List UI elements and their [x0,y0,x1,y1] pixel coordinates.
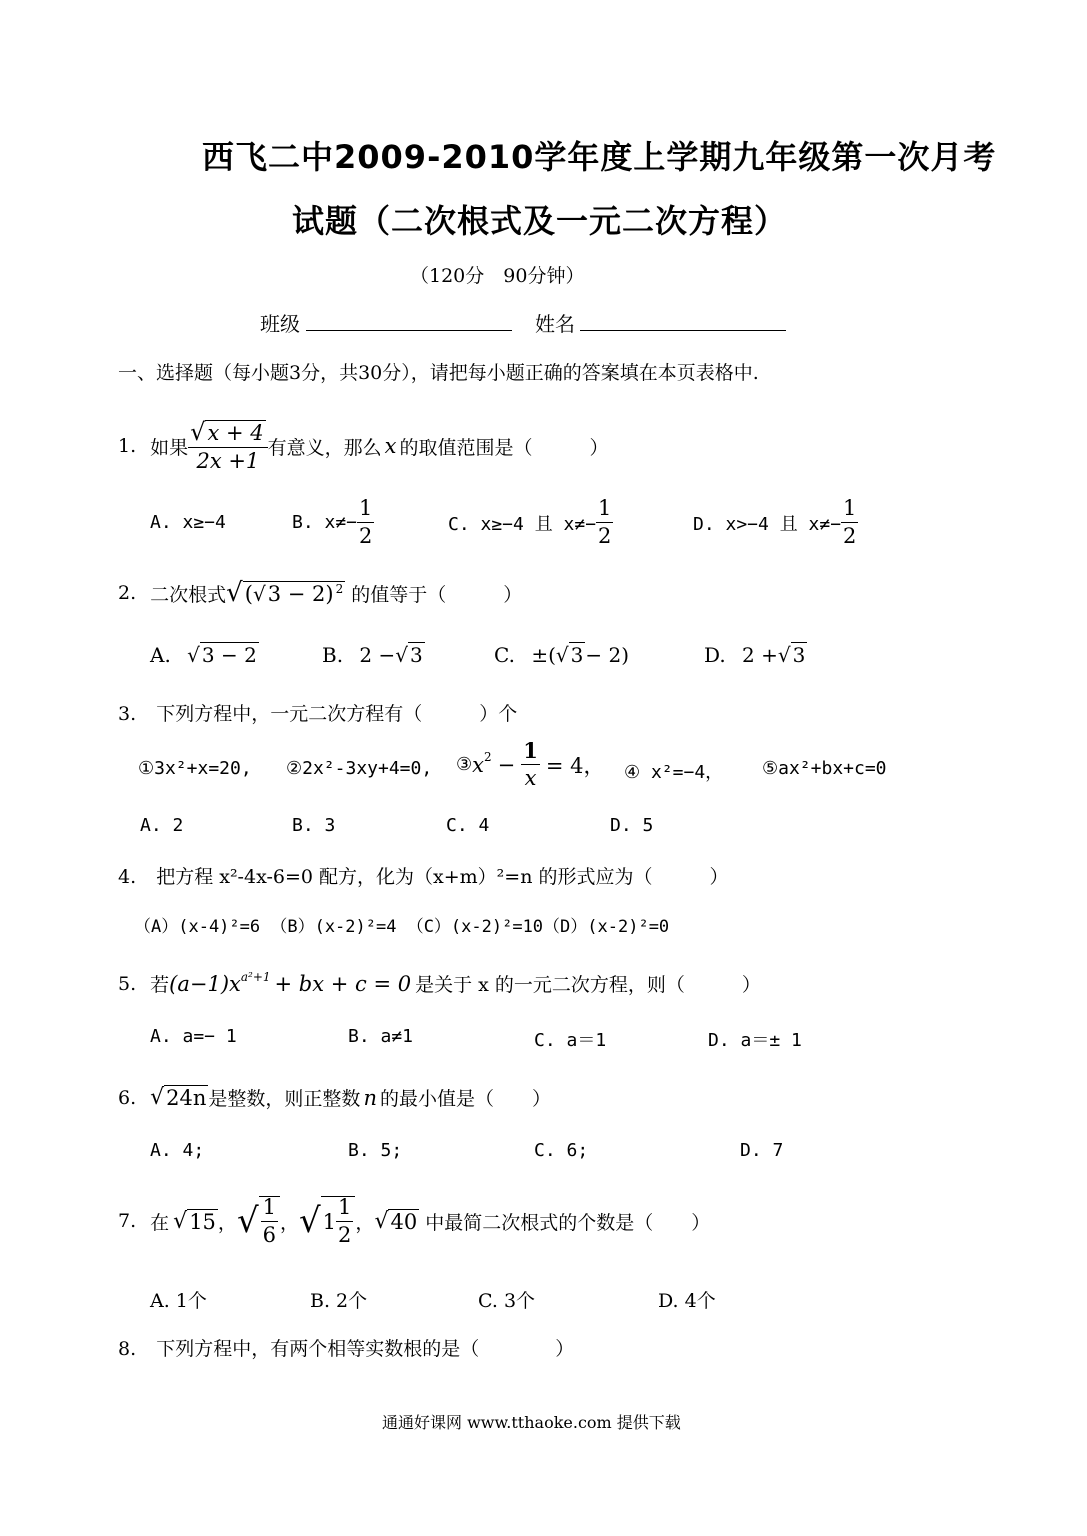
q7-option-b: B. 2个 [310,1290,368,1312]
q1-d-num: 1 [841,498,858,523]
q4-options: （A）(x-4)²=6 （B）(x-2)²=4 （C）(x-2)²=10（D）(x-2)²=0 [134,917,670,937]
q7-root-2 [259,1196,280,1246]
q7-comma-3: ， [355,1211,375,1234]
q3-e3-den: x [524,766,537,790]
q1-d-text: D. x>−4 且 x≠− [693,513,842,535]
q3-e3-num: 1 [523,738,538,763]
q3-eq-3 [456,740,605,789]
q3-text: 下列方程中，一元二次方程有（ ）个 [156,703,518,725]
q6-number: 6. [118,1086,137,1109]
q6-radicand: 24n [166,1086,207,1110]
q3-e3-fraction [521,740,540,789]
name-label: 姓名 [535,312,575,336]
subtitle: （120分 90分钟） [410,265,585,287]
q5-option-d: D. a＝± 1 [708,1030,802,1051]
q2-paren: ( [244,581,253,606]
q1-b-num: 1 [357,498,374,523]
q2-option-b: B. 2 −√ 3 [322,643,423,667]
q3-e3-post: = 4， [545,753,605,778]
q3-number: 3. [118,703,137,725]
q7-comma-1: ， [217,1211,237,1234]
q1-fraction: $\frac{√x + 4}{2x +1}$ [188,420,267,472]
q2-d-expr: 2 + [742,643,778,667]
q2-post: 的值等于（ ） [351,583,523,606]
q1-c-text: C. x≥−4 且 x≠− [448,513,597,535]
footer: 通通好课网 www.tthaoke.com 提供下载 [382,1413,681,1432]
q6-option-a: A. 4; [150,1140,205,1161]
q2-c-rad: 3 [570,643,584,667]
q5-expr: (a−1)x [169,971,241,996]
q5-pre: 若 [150,974,170,996]
class-label: 班级 [260,312,300,336]
q6-post-1: 是整数，则正整数 [208,1088,361,1110]
q5-option-b: B. a≠1 [348,1026,414,1047]
q7-post: 中最简二次根式的个数是（ ） [425,1211,711,1234]
q4-text: 把方程 x²-4x-6=0 配方，化为（x+m）²=n 的形式应为（ ） [156,866,729,888]
question-4 [118,862,728,889]
q3-option-c: C. 4 [446,815,490,836]
q1-c-num: 1 [596,498,613,523]
q1-post-1: 有意义，那么 [267,436,382,459]
name-field[interactable] [580,330,786,331]
q1-d-den: 2 [843,524,857,548]
q3-eq-2: ②2x²-3xy+4=0, [286,758,433,779]
question-5 [118,970,761,997]
q2-pre: 二次根式 [150,583,227,606]
q7-root-1: 15 [189,1209,216,1234]
q7-f2-den: 2 [338,1223,352,1247]
q7-option-d: D. 4个 [658,1290,716,1312]
q7-option-a: A. 1个 [150,1290,207,1312]
q1-denominator: 2x +1 [196,449,260,473]
q7-root-3 [321,1196,356,1246]
q3-option-b: B. 3 [292,815,336,836]
q1-option-c [448,498,613,547]
q2-c-label: C. [494,643,515,667]
q7-pre: 在 [150,1211,170,1234]
q6-var: n [363,1085,377,1110]
title-line-1: 西飞二中2009-2010学年度上学期九年级第一次月考 [202,138,997,176]
q3-eq-1: ①3x²+x=20, [138,758,252,779]
q5-option-a: A. a=− 1 [150,1026,237,1047]
q6-post-2: 的最小值是（ ） [379,1088,551,1110]
q2-option-c: C. ±(√ 3 − 2) [494,643,630,667]
q2-square: 2 [335,581,344,596]
q4-number: 4. [118,866,137,888]
q7-whole: 1 [322,1209,337,1234]
q2-option-d: D. 2 +√ 3 [704,643,806,667]
q2-d-label: D. [704,643,726,667]
q7-root-4: 40 [390,1209,418,1234]
question-1 [118,420,608,472]
q1-pre: 如果 [150,436,189,459]
q3-e3-minus: − [497,752,516,777]
question-6: 6. √ 24n 是整数，则正整数 n 的最小值是（ ） [118,1085,551,1110]
q7-f1-num: 1 [261,1197,278,1222]
q2-c-expr: ±( [531,643,556,667]
q7-f1-den: 6 [262,1223,276,1247]
q7-comma-2: ， [279,1211,299,1234]
q7-number: 7. [118,1210,137,1232]
q7-f2-num: 1 [336,1197,353,1222]
q2-c-tail: − 2) [585,643,630,667]
q5-number: 5. [118,972,137,995]
section-1-heading: 一、选择题（每小题3分，共30分），请把每小题正确的答案填在本页表格中. [118,362,759,384]
question-3 [118,699,517,726]
q3-e3-x: x [472,752,484,777]
title-line-2: 试题（二次根式及一元二次方程） [292,202,788,240]
q3-eq-4: ④ x²=−4， [624,762,724,783]
q2-option-a: A. √ 3 − 2 [150,643,257,667]
q1-b-den: 2 [359,524,373,548]
q2-inner: 3 − 2) [267,581,334,606]
q1-c-fraction [596,498,613,547]
q3-e3-sup: 2 [483,750,492,764]
q1-numerator: x + 4 [207,421,264,445]
q8-number: 8. [118,1338,137,1360]
q2-a-expr: 3 − 2 [201,643,257,667]
q5-expr-2: + bx + c = 0 [274,971,412,996]
q1-b-fraction [357,498,374,547]
question-2: 2. 二次根式 √ (√3 − 2) $^2$ 的值等于（ ） [118,578,523,608]
q6-option-b: B. 5; [348,1140,403,1161]
q5-post: 是关于 x 的一元二次方程，则（ ） [415,974,761,996]
class-field[interactable] [306,330,512,331]
q6-option-d: D. 7 [740,1140,784,1161]
q1-number: 1. [118,435,137,457]
q2-b-rad: 3 [410,643,423,667]
q1-d-fraction [841,498,858,547]
question-8 [118,1334,574,1361]
q1-option-b [292,498,374,547]
q3-option-d: D. 5 [610,815,654,836]
q1-c-den: 2 [598,524,612,548]
q5-exponent: a²+1 [240,970,271,984]
q2-a-label: A. [150,643,171,667]
q1-var: x [384,434,397,458]
q1-post-2: 的取值范围是（ ） [399,436,609,459]
q3-e3-marker: ③ [456,754,473,775]
q1-b-text: B. x≠− [292,512,358,533]
q2-b-expr: 2 − [359,643,396,667]
q2-number: 2. [118,582,137,604]
q1-option-a: A. x≥−4 [150,512,226,533]
q3-eq-5: ⑤ax²+bx+c=0 [762,758,887,779]
question-7: 7. 在 √ 15 ， √ $\frac{1}{6}$ ， √ 1 $\frac{1}{2}$ ， √ 40 中最简二次根式的个数是（ ） [118,1195,711,1247]
q2-d-rad: 3 [792,643,806,667]
q2-b-label: B. [322,643,344,667]
q2-radicand: (√3 − 2) $^2$ [244,581,344,606]
q6-option-c: C. 6; [534,1140,589,1161]
q1-option-d [693,498,858,547]
q3-option-a: A. 2 [140,815,184,836]
q8-text: 下列方程中，有两个相等实数根的是（ ） [156,1338,575,1360]
q7-option-c: C. 3个 [478,1290,536,1312]
q5-option-c: C. a＝1 [534,1030,607,1051]
